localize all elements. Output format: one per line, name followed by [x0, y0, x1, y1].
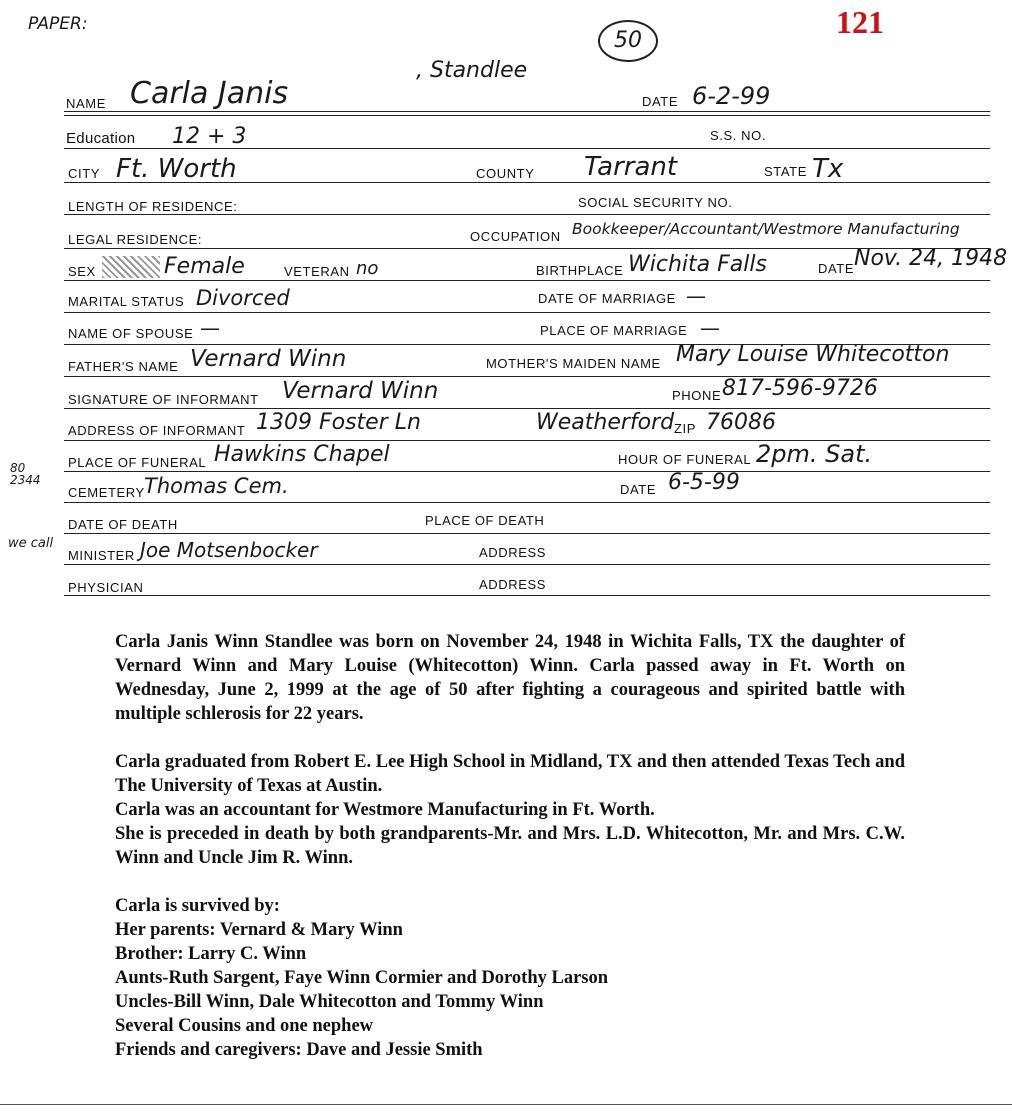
form-line [64, 280, 990, 281]
place-of-funeral-label: PLACE OF FUNERAL [68, 455, 207, 470]
hour-of-funeral-value: 2pm. Sat. [756, 440, 873, 468]
length-of-residence-label: LENGTH OF RESIDENCE: [68, 199, 238, 214]
form-line [64, 564, 990, 565]
name-of-spouse-value: — [200, 316, 220, 340]
fathers-name-label: FATHER'S NAME [68, 359, 179, 374]
place-of-death-label: PLACE OF DEATH [425, 513, 545, 528]
paper-note: PAPER: [28, 14, 88, 34]
place-of-marriage-label: PLACE OF MARRIAGE [540, 323, 688, 338]
education-value: 12 + 3 [172, 124, 247, 149]
county-label: COUNTY [476, 166, 535, 181]
obituary-paragraph: Carla was an accountant for Westmore Manufacturing in Ft. Worth. [115, 800, 655, 820]
form-line [64, 248, 990, 249]
birth-date-label: DATE [818, 261, 855, 276]
birthplace-label: BIRTHPLACE [536, 263, 624, 278]
signature-label: SIGNATURE OF INFORMANT [68, 392, 259, 407]
date-of-marriage-label: DATE OF MARRIAGE [538, 291, 676, 306]
hour-of-funeral-label: HOUR OF FUNERAL [618, 452, 752, 467]
obituary-paragraph: She is preceded in death by both grandparents-Mr. and Mrs. L.D. Whitecotton, Mr. and Mrs. C.W. Winn and Uncle Jim R. Winn. [115, 824, 905, 868]
form-line [64, 533, 990, 534]
mothers-maiden-name-value: Mary Louise Whitecotton [676, 342, 950, 367]
place-of-funeral-value: Hawkins Chapel [214, 442, 390, 467]
zip-label: ZIP [674, 421, 697, 436]
obituary-paragraph: Carla Janis Winn Standlee was born on November 24, 1948 in Wichita Falls, TX the daughter of Vernard Winn and Mary Louise (Whitecotton) Winn. Carla passed away in Ft. Worth on Wednesday, June 2, 1999 at the age of 50 after fighting a courageous and spirited battle with multiple schlerosis for 22 years. [115, 632, 905, 724]
state-label: STATE [764, 164, 807, 179]
education-label: Education [66, 130, 136, 147]
form-line [64, 111, 990, 112]
funeral-date-label: DATE [620, 482, 657, 497]
occupation-label: OCCUPATION [470, 229, 561, 244]
date-label: DATE [642, 94, 679, 109]
social-security-label: SOCIAL SECURITY NO. [578, 195, 733, 210]
minister-margin-note: we call [8, 536, 54, 551]
survivor-line: Several Cousins and one nephew [115, 1016, 374, 1036]
obituary-text [115, 630, 905, 1062]
survivor-line: Friends and caregivers: Dave and Jessie Smith [115, 1040, 483, 1060]
city-value: Ft. Worth [116, 154, 237, 184]
name-value: Carla Janis [130, 76, 289, 111]
survivors-heading: Carla is survived by: [115, 896, 280, 916]
cemetery-label: CEMETERY [68, 485, 145, 500]
page-number: 121 [836, 4, 884, 40]
form-line [64, 312, 990, 313]
name-label: NAME [66, 96, 106, 111]
marital-status-value: Divorced [196, 286, 290, 310]
fathers-name-value: Vernard Winn [190, 346, 347, 372]
state-value: Tx [812, 154, 844, 184]
veteran-label: VETERAN [284, 264, 350, 279]
address-of-informant-label: ADDRESS OF INFORMANT [68, 423, 246, 438]
obituary-paragraph: Carla graduated from Robert E. Lee High School in Midland, TX and then attended Texas Tech and The University of Texas at Austin. [115, 752, 905, 796]
occupation-value: Bookkeeper/Accountant/Westmore Manufacturing [572, 220, 960, 238]
address-city-value: Weatherford [536, 410, 675, 435]
physician-address-label: ADDRESS [479, 577, 547, 592]
form-line [64, 595, 990, 596]
sex-label: SEX [68, 264, 96, 279]
minister-address-label: ADDRESS [479, 545, 547, 560]
county-value: Tarrant [584, 152, 678, 182]
date-of-death-label: DATE OF DEATH [68, 517, 178, 532]
date-of-marriage-value: — [686, 284, 706, 308]
birth-date-value: Nov. 24, 1948 [854, 246, 1008, 271]
form-line [64, 408, 990, 409]
survivor-line: Her parents: Vernard & Mary Winn [115, 920, 403, 940]
paragraph-spacer [115, 870, 905, 894]
birthplace-value: Wichita Falls [628, 252, 767, 277]
circled-number: 50 [598, 20, 658, 62]
veteran-value: no [356, 258, 379, 279]
minister-label: MINISTER [68, 548, 135, 563]
survivor-line: Uncles-Bill Winn, Dale Whitecotton and Tommy Winn [115, 992, 544, 1012]
minister-value: Joe Motsenbocker [140, 538, 318, 562]
survivor-line: Aunts-Ruth Sargent, Faye Winn Cormier and Dorothy Larson [115, 968, 609, 988]
form-line [64, 502, 990, 503]
date-value: 6-2-99 [692, 82, 771, 110]
phone-label: PHONE [672, 388, 722, 403]
crossed-out-mark [102, 256, 160, 278]
form-line [64, 148, 990, 149]
ss-no-label: S.S. NO. [710, 128, 767, 143]
name-of-spouse-label: NAME OF SPOUSE [68, 326, 194, 341]
survivor-line: Brother: Larry C. Winn [115, 944, 307, 964]
city-label: CITY [68, 166, 101, 181]
form-line [64, 115, 990, 116]
physician-label: PHYSICIAN [68, 580, 144, 595]
mothers-maiden-name-label: MOTHER'S MAIDEN NAME [486, 356, 661, 371]
funeral-date-value: 6-5-99 [668, 470, 740, 495]
paragraph-spacer [115, 726, 905, 750]
form-line [64, 471, 990, 472]
page-bottom-rule [0, 1104, 1012, 1105]
form-line [64, 214, 990, 215]
phone-value: 817-596-9726 [722, 376, 878, 401]
maiden-name-note: , Standlee [416, 58, 528, 83]
cemetery-value: Thomas Cem. [144, 474, 289, 498]
zip-value: 76086 [706, 410, 776, 435]
cemetery-margin-note: 80 2344 [10, 461, 41, 487]
signature-value: Vernard Winn [282, 378, 439, 404]
sex-value: Female [164, 254, 245, 279]
form-line [64, 182, 990, 183]
address-of-informant-value: 1309 Foster Ln [256, 410, 421, 435]
legal-residence-label: LEGAL RESIDENCE: [68, 232, 203, 247]
marital-status-label: MARITAL STATUS [68, 294, 185, 309]
place-of-marriage-value: — [700, 316, 720, 340]
